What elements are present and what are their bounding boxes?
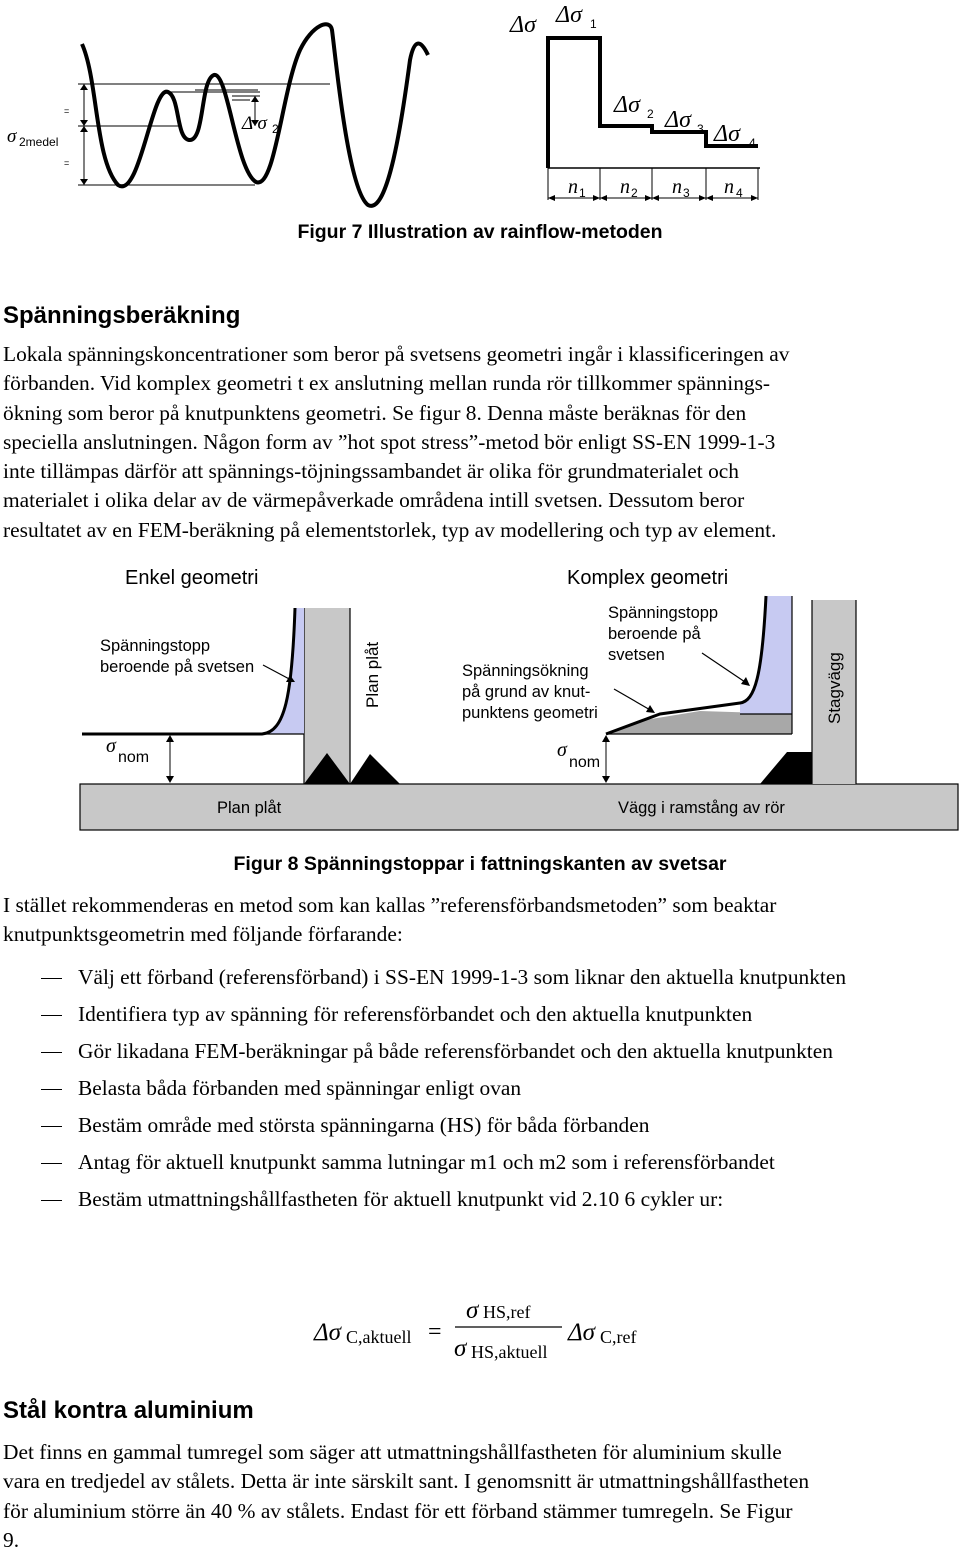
formula-rhs-symbol: Δσ	[568, 1319, 596, 1346]
arrow-head-icon	[80, 120, 88, 126]
list-item: Identifiera typ av spänning för referensförbandet och den aktuella knutpunkten	[3, 1000, 953, 1030]
hist-level-1-label: Δσ	[556, 2, 582, 28]
dash-bullet-icon	[41, 1052, 62, 1053]
paragraph-line: Det finns en gammal tumregel som säger att utmattningshållfastheten för aluminium skulle	[3, 1440, 782, 1464]
hist-count-2-label: n	[620, 176, 630, 198]
list-item: Välj ett förband (referensförband) i SS-EN 1999-1-3 som liknar den aktuella knutpunkten	[3, 963, 953, 993]
hist-level-3-sub: 3	[697, 122, 704, 136]
komplex-geometri-title: Komplex geometri	[567, 567, 729, 589]
paragraph-line: vara en tredjedel av stålets. Detta är inte särskilt sant. I genomsnitt är utmattningshållfastheten	[3, 1469, 810, 1494]
paragraph-line: speciella anslutningen. Någon form av ”hot spot stress”-metod bör enligt SS-EN 1999-1-3	[3, 429, 776, 454]
stagvagg-label: Stagvägg	[825, 652, 844, 724]
fatigue-strength-formula	[300, 1290, 700, 1370]
stress-peak-diagram	[0, 556, 960, 846]
hist-level-2-label: Δσ	[614, 92, 640, 118]
formula-rhs-sub: C,ref	[600, 1327, 637, 1347]
paragraph-line: inte tillämpas därför att spännings-töjningssambandet är olika för grundmaterialet och	[3, 459, 739, 484]
left-peak-area	[265, 608, 304, 734]
right-peak-label-1: Spänningstopp	[608, 604, 719, 622]
hist-level-3-label: Δσ	[665, 107, 691, 133]
paragraph-line: Lokala spänningskoncentrationer som beror på svetsens geometri ingår i klassificeringen av	[3, 342, 790, 366]
left-peak-label-1: Spänningstopp	[100, 637, 211, 655]
left-base-label: Plan plåt	[217, 799, 282, 817]
hist-count-1-label: n	[568, 176, 578, 198]
arrow-head-icon	[251, 96, 259, 102]
left-sigma-symbol: σ	[106, 735, 116, 757]
hist-level-1-sub: 1	[590, 17, 597, 31]
list-item: Belasta båda förbanden med spänningar enligt ovan	[3, 1074, 953, 1104]
hist-count-3-sub: 3	[683, 186, 690, 200]
base-plate	[80, 784, 958, 830]
section-1-paragraph	[3, 340, 958, 545]
left-sigma-sub: nom	[118, 749, 150, 766]
equal-mark-top: =	[64, 106, 70, 116]
hist-count-4-label: n	[724, 176, 734, 198]
figure-8	[0, 556, 960, 846]
hist-count-2-sub: 2	[631, 186, 638, 200]
arrow-head-icon	[166, 776, 174, 783]
left-peak-label-2: beroende på svetsen	[100, 658, 255, 676]
right-sigma-sub: nom	[569, 754, 601, 771]
hist-count-3-label: n	[672, 176, 682, 198]
right-peak-label-3: svetsen	[608, 646, 665, 664]
left-weld-icon	[350, 754, 400, 784]
section-3-paragraph	[3, 1438, 958, 1555]
hist-level-4-sub: 4	[749, 136, 756, 150]
list-item: Bestäm område med största spänningarna (HS) för båda förbanden	[3, 1111, 953, 1141]
right-weld-icon	[760, 752, 812, 784]
formula-lhs-sub: C,aktuell	[346, 1327, 412, 1347]
dash-bullet-icon	[41, 978, 62, 979]
sigma-2medel-sub: 2medel	[19, 135, 59, 149]
arrow-head-icon	[80, 126, 88, 132]
arrow-head-icon	[166, 735, 174, 742]
sigma-2medel-symbol: σ	[7, 126, 17, 147]
paragraph-line: ökning som beror på knutpunktens geometri. Se figur 8. Denna måste beräknas för den	[3, 400, 747, 425]
arrow-head-icon	[80, 179, 88, 185]
paragraph-line: knutpunktsgeometrin med följande förfarande:	[3, 922, 403, 947]
section-heading-spanningsberakning: Spänningsberäkning	[3, 302, 241, 329]
right-peak-label-2: beroende på	[608, 625, 701, 643]
arrow-head-icon	[80, 84, 88, 90]
right-increase-label-1: Spänningsökning	[462, 662, 589, 680]
formula-denominator-symbol: σ	[454, 1335, 467, 1362]
dash-bullet-icon	[41, 1015, 62, 1016]
hist-level-4-label: Δσ	[714, 121, 740, 147]
hist-count-4-sub: 4	[736, 186, 743, 200]
rainflow-histogram	[509, 2, 760, 201]
right-base-label: Vägg i ramstång av rör	[618, 799, 785, 817]
formula-equals: =	[428, 1319, 442, 1345]
equal-mark-bottom: =	[64, 158, 70, 168]
formula-denominator-sub: HS,aktuell	[471, 1342, 548, 1362]
hist-count-1-sub: 1	[579, 186, 586, 200]
paragraph-line: materialet i olika delar av de värmepåverkade områdena intill svetsen. Dessutom beror	[3, 488, 745, 513]
right-increase-label-2: på grund av knut-	[462, 683, 591, 701]
paragraph-line: I stället rekommenderas en metod som kan kallas ”referensförbandsmetoden” som beaktar	[3, 893, 777, 917]
arrow-head-icon	[741, 677, 750, 686]
paragraph-line: resultatet av en FEM-beräkning på elementstorlek, typ av modellering och typ av element.	[3, 517, 777, 542]
enkel-geometri-title: Enkel geometri	[125, 567, 259, 589]
formula-numerator-sub: HS,ref	[483, 1302, 531, 1322]
procedure-list	[3, 963, 953, 1222]
formula-numerator-symbol: σ	[466, 1297, 479, 1324]
list-item: Antag för aktuell knutpunkt samma lutningar m1 och m2 som i referensförbandet	[3, 1148, 953, 1178]
right-sigma-symbol: σ	[557, 739, 567, 761]
dash-bullet-icon	[41, 1089, 62, 1090]
arrow-head-icon	[602, 776, 610, 783]
dash-bullet-icon	[41, 1163, 62, 1164]
list-item: Bestäm utmattningshållfastheten för aktuell knutpunkt vid 2.10 6 cykler ur:	[3, 1185, 953, 1215]
hist-level-2-sub: 2	[647, 107, 654, 121]
list-item: Gör likadana FEM-beräkningar på både referensförbandet och den aktuella knutpunkten	[3, 1037, 953, 1067]
paragraph-line: 9.	[3, 1527, 20, 1552]
figure-8-caption: Figur 8 Spänningstoppar i fattningskanten av svetsar	[233, 853, 727, 875]
section-2-intro	[3, 891, 958, 950]
paragraph-line: förbanden. Vid komplex geometri t ex anslutning mellan runda rör tillkommer spännings-	[3, 371, 771, 396]
arrow-head-icon	[602, 735, 610, 742]
paragraph-line: för aluminium större än 40 % av stålets. Endast för ett förband stämmer tumregeln. Se Figur	[3, 1498, 793, 1523]
dash-bullet-icon	[41, 1200, 62, 1201]
figure-7-caption: Figur 7 Illustration av rainflow-metoden	[297, 221, 663, 243]
formula-graphic	[300, 1290, 700, 1370]
dash-bullet-icon	[41, 1126, 62, 1127]
plan-plat-vertical-label: Plan plåt	[363, 641, 382, 708]
delta-sigma-2-symbol: Δ σ	[242, 113, 267, 134]
hist-delta-sigma-label: Δσ	[510, 12, 536, 38]
delta-sigma-2-sub: 2	[272, 122, 279, 136]
formula-lhs-symbol: Δσ	[314, 1319, 342, 1346]
section-heading-stal-kontra-aluminium: Stål kontra aluminium	[3, 1397, 254, 1424]
right-increase-label-3: punktens geometri	[462, 704, 598, 722]
